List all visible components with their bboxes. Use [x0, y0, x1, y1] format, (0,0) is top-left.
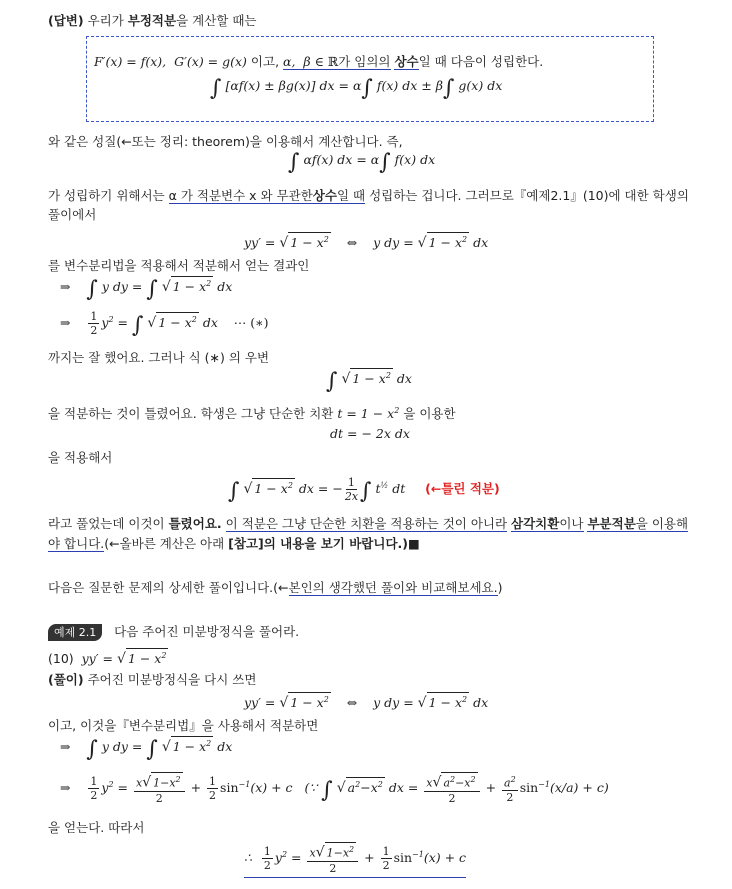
example-item: (10) yy′ = √ $1 - x^2$	[48, 648, 168, 667]
next-text: 다음은 질문한 문제의 상세한 풀이입니다.(←	[48, 580, 289, 595]
wrong-sub-text: 을 적분하는 것이 틀렸어요. 학생은 그냥 단순한 치환	[48, 406, 334, 421]
solution-intro	[48, 670, 256, 688]
sep-result-text: 를 변수분리법을 적용해서 적분해서 얻는 결과인	[48, 258, 310, 273]
constant-formula: ∫ αf(x) dx = α∫ f(x) dx	[288, 150, 436, 175]
holds-text: 가 성립하기 위해서는	[48, 188, 165, 203]
final-answer: ∴ $\frac{1}{2}$ $y^2$ = $\frac{x√ 1-x^2}{2}$ + $\frac{1}{2}$ $\sin^{-1}(x) + c$	[244, 842, 466, 878]
solved-keyword: 틀렸어요.	[168, 516, 222, 531]
holds-text-2: 성립하는 겁니다. 그러므로『예제2.1』(10)에 대한 학생의	[369, 188, 689, 203]
example-number: (10)	[48, 651, 74, 667]
solved-underlined-2: 을 이용해	[635, 516, 689, 531]
linearity-formula: ∫ [αf(x) ± βg(x)] dx = α∫ f(x) dx ± β∫ g(x) dx	[210, 76, 503, 101]
answer-label: (답변)	[48, 13, 84, 28]
student-step-1: ⇒ ∫ y dy = ∫ √ $1 - x^2$ dx	[60, 277, 233, 303]
reference-label: [참고]	[228, 536, 264, 551]
intro-text: 우리가	[87, 13, 124, 28]
cond-text-2: 가 임의의	[338, 54, 391, 69]
solved-parts: 부분적분	[587, 516, 636, 531]
holds-underlined-2: 일 때	[336, 188, 366, 203]
solved-or: 이나	[559, 516, 584, 531]
wrong-integral-label: (←틀린 적분)	[425, 481, 500, 496]
cond-text-3: 일 때 다음이 성립한다.	[418, 54, 544, 69]
apply-text: 을 적용해서	[48, 450, 113, 465]
next-text-2: )	[497, 580, 503, 595]
until-ok-text: 까지는 잘 했어요. 그러나 식 (∗) 의 우변	[48, 350, 270, 365]
solution-label: (풀이)	[48, 672, 84, 687]
cond-keyword: 상수	[394, 54, 419, 69]
holds-text-3: 풀이에서	[48, 207, 97, 222]
next-line	[48, 578, 503, 596]
solution-text: 주어진 미분방정식을 다시 쓰면	[87, 672, 257, 687]
solved-trig: 삼각치환	[511, 516, 560, 531]
solved-text: 라고 풀었는데 이것이	[48, 516, 165, 531]
solved-line	[48, 514, 688, 532]
solved-text-2: (←올바른 계산은 아래	[104, 536, 225, 551]
theorem-condition: F′(x) = f(x), G′(x) = g(x) 이고, α, β ∈ ℝ가 임의의 상수일 때 다음이 성립한다.	[94, 54, 544, 69]
dt-formula: dt = − 2x dx	[330, 426, 410, 441]
example-badge: 예제 2.1	[48, 624, 102, 641]
obtain-text: 을 얻는다. 따라서	[48, 820, 145, 835]
ode-equivalence: yy′ = √ $1 - x^2$ ⇔ y dy = √ $1 - x^2$ dx	[244, 232, 488, 251]
sep-text: 이고, 이것을『변수분리법』을 사용해서 적분하면	[48, 718, 319, 733]
solved-underlined: 이 적분은 그냥 단순한 치환을 적용하는 것이 아니라	[225, 516, 508, 531]
solution-step-2: ⇒ $\frac{1}{2}$ $y^2$ = $\frac{x√ 1-x^2}{2}$ + $\frac{1}{2}$ $\sin^{-1}(x) + c$ (∵ ∫ √ $a^2-x^2$ dx = $\frac{x√ a^2-x^2}{2}$ + $\frac{a^2}{2}$ $\sin^{-1}(x/a) + c$)	[60, 772, 609, 805]
holds-underlined: α 가 적분변수 x 와 무관한	[168, 188, 313, 203]
answer-intro	[48, 11, 257, 29]
cond-text: 이고,	[250, 54, 280, 69]
rhs-integral: ∫ √ $1 - x^2$ dx	[326, 369, 412, 395]
intro-text-end: 을 계산할 때는	[176, 13, 257, 28]
holds-keyword: 상수	[312, 188, 337, 203]
wrong-integral: ∫ √ $1 - x^2$ dx = − $\frac{1}{2x}$ ∫ $t^{\frac{1}{2}}$ dt (←틀린 적분)	[228, 476, 500, 504]
solved-text-3: 의 내용을 보기 바랍니다.)■	[263, 536, 420, 551]
wrong-sub-line: 을 적분하는 것이 틀렸어요. 학생은 그냥 단순한 치환 $t = 1 - x^2$ 을 이용한	[48, 405, 456, 421]
solution-equivalence: yy′ = √ $1 - x^2$ ⇔ y dy = √ $1 - x^2$ dx	[244, 692, 488, 711]
example-header	[48, 622, 299, 640]
property-text: 와 같은 성질(←또는 정리: theorem)을 이용해서 계산합니다. 즉,	[48, 134, 403, 149]
solution-step-1: ⇒ ∫ y dy = ∫ √ $1 - x^2$ dx	[60, 737, 233, 763]
next-underlined: 본인의 생각했던 풀이와 비교해보세요.	[288, 580, 498, 595]
intro-keyword: 부정적분	[127, 13, 177, 28]
solved-underlined-3: 야 합니다.	[48, 536, 105, 551]
example-prompt: 다음 주어진 미분방정식을 풀어라.	[114, 624, 300, 639]
student-step-2: ⇒ $\frac{1}{2}$ $y^2$ = ∫ √ $1 - x^2$ dx ⋯ (∗)	[60, 310, 269, 338]
condition-line	[48, 186, 689, 204]
solved-line-2	[48, 534, 420, 552]
wrong-sub-text-2: 을 이용한	[403, 406, 456, 421]
